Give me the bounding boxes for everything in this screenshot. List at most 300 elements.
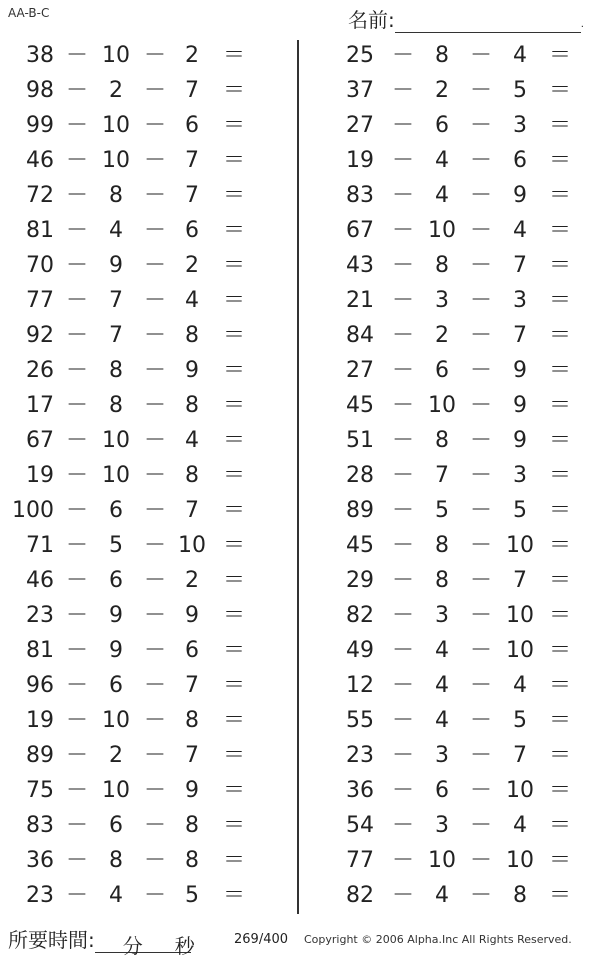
second-number: 6 — [435, 113, 449, 138]
third-number: 7 — [513, 568, 527, 593]
problem-row — [0, 878, 280, 913]
first-number: 83 — [26, 813, 54, 838]
equals-sign: ＝ — [548, 393, 571, 418]
third-number: 10 — [506, 638, 534, 663]
minus-sign: － — [144, 568, 167, 593]
third-number: 2 — [185, 568, 199, 593]
third-number: 9 — [513, 428, 527, 453]
problem-row — [0, 388, 280, 423]
problem-row — [318, 563, 598, 598]
third-number: 9 — [513, 358, 527, 383]
first-number: 81 — [26, 638, 54, 663]
second-number: 8 — [435, 568, 449, 593]
third-number: 2 — [185, 43, 199, 68]
third-number: 6 — [185, 218, 199, 243]
minus-sign: － — [66, 883, 89, 908]
minus-sign: － — [144, 43, 167, 68]
first-number: 51 — [346, 428, 374, 453]
equals-sign: ＝ — [222, 463, 245, 488]
minus-sign: － — [144, 288, 167, 313]
third-number: 8 — [185, 813, 199, 838]
minus-sign: － — [144, 78, 167, 103]
second-number: 2 — [109, 743, 123, 768]
second-number: 10 — [102, 428, 130, 453]
problem-row — [0, 73, 280, 108]
first-number: 19 — [26, 708, 54, 733]
first-number: 12 — [346, 673, 374, 698]
minus-sign: － — [470, 113, 493, 138]
minus-sign: － — [144, 113, 167, 138]
second-number: 6 — [435, 778, 449, 803]
minus-sign: － — [470, 638, 493, 663]
third-number: 4 — [513, 218, 527, 243]
first-number: 67 — [26, 428, 54, 453]
equals-sign: ＝ — [548, 218, 571, 243]
problem-row — [0, 493, 280, 528]
minus-sign: － — [392, 428, 415, 453]
first-number: 98 — [26, 78, 54, 103]
equals-sign: ＝ — [222, 323, 245, 348]
second-number: 8 — [109, 848, 123, 873]
minus-sign: － — [144, 148, 167, 173]
equals-sign: ＝ — [222, 638, 245, 663]
equals-sign: ＝ — [548, 848, 571, 873]
second-number: 6 — [109, 673, 123, 698]
minus-sign: － — [470, 673, 493, 698]
equals-sign: ＝ — [548, 743, 571, 768]
second-number: 6 — [109, 813, 123, 838]
minus-sign: － — [392, 253, 415, 278]
minus-sign: － — [66, 603, 89, 628]
minus-sign: － — [66, 43, 89, 68]
first-number: 89 — [346, 498, 374, 523]
first-number: 46 — [26, 568, 54, 593]
second-number: 10 — [428, 848, 456, 873]
minus-sign: － — [470, 43, 493, 68]
third-number: 6 — [513, 148, 527, 173]
third-number: 7 — [185, 743, 199, 768]
minus-sign: － — [66, 428, 89, 453]
third-number: 5 — [185, 883, 199, 908]
minus-sign: － — [470, 743, 493, 768]
second-number: 4 — [435, 673, 449, 698]
problem-row — [0, 738, 280, 773]
minus-sign: － — [470, 323, 493, 348]
problem-row — [0, 563, 280, 598]
minus-sign: － — [470, 428, 493, 453]
equals-sign: ＝ — [222, 183, 245, 208]
minus-sign: － — [66, 498, 89, 523]
problem-row — [318, 388, 598, 423]
second-number: 9 — [109, 638, 123, 663]
first-number: 70 — [26, 253, 54, 278]
second-number: 10 — [102, 148, 130, 173]
equals-sign: ＝ — [222, 883, 245, 908]
second-number: 3 — [435, 743, 449, 768]
minus-sign: － — [470, 708, 493, 733]
equals-sign: ＝ — [222, 498, 245, 523]
minus-sign: － — [144, 183, 167, 208]
minus-sign: － — [66, 113, 89, 138]
second-number: 4 — [109, 883, 123, 908]
second-number: 3 — [435, 813, 449, 838]
second-number: 10 — [102, 113, 130, 138]
problem-row — [0, 773, 280, 808]
problem-row — [0, 353, 280, 388]
minus-sign: － — [66, 288, 89, 313]
third-number: 10 — [178, 533, 206, 558]
first-number: 38 — [26, 43, 54, 68]
minus-sign: － — [392, 848, 415, 873]
minus-sign: － — [144, 393, 167, 418]
problem-row — [0, 528, 280, 563]
equals-sign: ＝ — [548, 253, 571, 278]
third-number: 7 — [185, 78, 199, 103]
third-number: 7 — [185, 183, 199, 208]
third-number: 5 — [513, 78, 527, 103]
equals-sign: ＝ — [548, 883, 571, 908]
problem-row — [0, 808, 280, 843]
minus-sign: － — [144, 463, 167, 488]
third-number: 10 — [506, 778, 534, 803]
problem-row — [318, 143, 598, 178]
first-number: 77 — [346, 848, 374, 873]
minus-sign: － — [66, 813, 89, 838]
first-number: 46 — [26, 148, 54, 173]
seconds-label: 秒 — [174, 934, 195, 958]
third-number: 7 — [185, 498, 199, 523]
first-number: 99 — [26, 113, 54, 138]
minus-sign: － — [66, 638, 89, 663]
minus-sign: － — [392, 43, 415, 68]
minus-sign: － — [144, 708, 167, 733]
first-number: 45 — [346, 533, 374, 558]
problem-row — [0, 213, 280, 248]
second-number: 9 — [109, 603, 123, 628]
minus-sign: － — [144, 218, 167, 243]
problem-row — [0, 38, 280, 73]
minus-sign: － — [66, 218, 89, 243]
minus-sign: － — [392, 498, 415, 523]
minus-sign: － — [470, 883, 493, 908]
minus-sign: － — [66, 78, 89, 103]
equals-sign: ＝ — [222, 813, 245, 838]
name-label: 名前: — [348, 8, 395, 32]
problem-row — [318, 178, 598, 213]
first-number: 27 — [346, 113, 374, 138]
second-number: 4 — [435, 183, 449, 208]
minus-sign: － — [144, 638, 167, 663]
second-number: 8 — [435, 428, 449, 453]
minus-sign: － — [144, 358, 167, 383]
minus-sign: － — [66, 778, 89, 803]
minus-sign: － — [392, 813, 415, 838]
second-number: 5 — [109, 533, 123, 558]
minus-sign: － — [144, 253, 167, 278]
first-number: 72 — [26, 183, 54, 208]
minus-sign: － — [66, 708, 89, 733]
problem-row — [318, 108, 598, 143]
problem-row — [318, 598, 598, 633]
minus-sign: － — [66, 253, 89, 278]
minus-sign: － — [392, 603, 415, 628]
equals-sign: ＝ — [222, 43, 245, 68]
minus-sign: － — [470, 778, 493, 803]
equals-sign: ＝ — [548, 113, 571, 138]
minus-sign: － — [470, 603, 493, 628]
second-number: 10 — [102, 463, 130, 488]
time-taken-field — [8, 924, 195, 958]
second-number: 5 — [435, 498, 449, 523]
second-number: 8 — [435, 533, 449, 558]
first-number: 100 — [12, 498, 54, 523]
minus-sign: － — [66, 323, 89, 348]
copyright-notice: Copyright © 2006 Alpha.Inc All Rights Reserved. — [304, 933, 572, 946]
first-number: 83 — [346, 183, 374, 208]
problem-row — [318, 633, 598, 668]
problem-row — [318, 213, 598, 248]
first-number: 21 — [346, 288, 374, 313]
first-number: 77 — [26, 288, 54, 313]
first-number: 82 — [346, 883, 374, 908]
minus-sign: － — [144, 603, 167, 628]
minus-sign: － — [470, 358, 493, 383]
equals-sign: ＝ — [548, 603, 571, 628]
equals-sign: ＝ — [548, 813, 571, 838]
problem-row — [0, 423, 280, 458]
problem-row — [318, 283, 598, 318]
first-number: 81 — [26, 218, 54, 243]
second-number: 7 — [109, 288, 123, 313]
equals-sign: ＝ — [548, 638, 571, 663]
second-number: 8 — [109, 358, 123, 383]
minus-sign: － — [392, 393, 415, 418]
third-number: 3 — [513, 288, 527, 313]
page-number: 269/400 — [234, 932, 289, 947]
minus-sign: － — [66, 568, 89, 593]
minus-sign: － — [470, 288, 493, 313]
minus-sign: － — [392, 463, 415, 488]
equals-sign: ＝ — [548, 428, 571, 453]
first-number: 54 — [346, 813, 374, 838]
second-number: 10 — [428, 218, 456, 243]
second-number: 8 — [435, 43, 449, 68]
second-number: 4 — [435, 148, 449, 173]
problem-row — [0, 283, 280, 318]
minus-sign: － — [392, 743, 415, 768]
minus-sign: － — [470, 148, 493, 173]
minus-sign: － — [392, 358, 415, 383]
third-number: 7 — [513, 323, 527, 348]
first-number: 89 — [26, 743, 54, 768]
problem-row — [0, 633, 280, 668]
first-number: 26 — [26, 358, 54, 383]
problem-row — [318, 423, 598, 458]
first-number: 23 — [346, 743, 374, 768]
minus-sign: － — [144, 533, 167, 558]
third-number: 9 — [185, 358, 199, 383]
third-number: 8 — [185, 323, 199, 348]
third-number: 8 — [185, 708, 199, 733]
third-number: 8 — [185, 848, 199, 873]
third-number: 7 — [185, 673, 199, 698]
problem-row — [0, 598, 280, 633]
minus-sign: － — [470, 183, 493, 208]
first-number: 28 — [346, 463, 374, 488]
minus-sign: － — [392, 288, 415, 313]
problem-row — [0, 843, 280, 878]
problem-row — [0, 143, 280, 178]
problem-row — [0, 248, 280, 283]
equals-sign: ＝ — [548, 183, 571, 208]
first-number: 71 — [26, 533, 54, 558]
third-number: 9 — [513, 183, 527, 208]
third-number: 9 — [185, 603, 199, 628]
minus-sign: － — [392, 323, 415, 348]
minus-sign: － — [392, 148, 415, 173]
equals-sign: ＝ — [222, 708, 245, 733]
minus-sign: － — [144, 883, 167, 908]
third-number: 7 — [185, 148, 199, 173]
problem-row — [318, 843, 598, 878]
minus-sign: － — [470, 848, 493, 873]
third-number: 4 — [513, 813, 527, 838]
second-number: 4 — [435, 638, 449, 663]
second-number: 4 — [435, 708, 449, 733]
first-number: 49 — [346, 638, 374, 663]
minus-sign: － — [392, 218, 415, 243]
equals-sign: ＝ — [548, 78, 571, 103]
minus-sign: － — [66, 148, 89, 173]
minus-sign: － — [470, 463, 493, 488]
first-number: 43 — [346, 253, 374, 278]
minus-sign: － — [392, 883, 415, 908]
equals-sign: ＝ — [222, 428, 245, 453]
first-number: 67 — [346, 218, 374, 243]
problem-row — [0, 108, 280, 143]
equals-sign: ＝ — [222, 603, 245, 628]
first-number: 25 — [346, 43, 374, 68]
problem-row — [0, 703, 280, 738]
first-number: 82 — [346, 603, 374, 628]
third-number: 4 — [185, 428, 199, 453]
problem-row — [0, 318, 280, 353]
first-number: 45 — [346, 393, 374, 418]
third-number: 2 — [185, 253, 199, 278]
third-number: 7 — [513, 743, 527, 768]
minus-sign: － — [392, 113, 415, 138]
third-number: 3 — [513, 463, 527, 488]
equals-sign: ＝ — [548, 673, 571, 698]
equals-sign: ＝ — [548, 148, 571, 173]
third-number: 4 — [185, 288, 199, 313]
minus-sign: － — [144, 498, 167, 523]
second-number: 8 — [109, 393, 123, 418]
third-number: 4 — [513, 673, 527, 698]
problem-row — [318, 318, 598, 353]
problem-row — [318, 353, 598, 388]
column-divider — [297, 40, 299, 914]
problem-row — [318, 668, 598, 703]
name-field — [348, 4, 584, 33]
equals-sign: ＝ — [222, 113, 245, 138]
third-number: 7 — [513, 253, 527, 278]
minus-sign: － — [66, 393, 89, 418]
minus-sign: － — [470, 568, 493, 593]
problem-row — [318, 493, 598, 528]
second-number: 10 — [102, 778, 130, 803]
second-number: 2 — [435, 78, 449, 103]
second-number: 2 — [109, 78, 123, 103]
minus-sign: － — [470, 533, 493, 558]
equals-sign: ＝ — [222, 778, 245, 803]
second-number: 4 — [435, 883, 449, 908]
second-number: 3 — [435, 288, 449, 313]
third-number: 8 — [185, 463, 199, 488]
problem-row — [318, 878, 598, 913]
worksheet-code: AA-B-C — [8, 6, 50, 20]
minus-sign: － — [144, 673, 167, 698]
first-number: 27 — [346, 358, 374, 383]
minus-sign: － — [392, 708, 415, 733]
third-number: 9 — [185, 778, 199, 803]
minus-sign: － — [144, 813, 167, 838]
first-number: 19 — [346, 148, 374, 173]
first-number: 19 — [26, 463, 54, 488]
minus-sign: － — [392, 778, 415, 803]
problem-row — [318, 248, 598, 283]
name-end-mark: . — [580, 19, 584, 30]
equals-sign: ＝ — [222, 743, 245, 768]
minus-sign: － — [66, 358, 89, 383]
first-number: 92 — [26, 323, 54, 348]
third-number: 4 — [513, 43, 527, 68]
equals-sign: ＝ — [548, 463, 571, 488]
equals-sign: ＝ — [222, 288, 245, 313]
equals-sign: ＝ — [222, 673, 245, 698]
first-number: 23 — [26, 603, 54, 628]
third-number: 6 — [185, 638, 199, 663]
third-number: 9 — [513, 393, 527, 418]
minus-sign: － — [470, 498, 493, 523]
second-number: 8 — [109, 183, 123, 208]
first-number: 55 — [346, 708, 374, 733]
problem-row — [318, 528, 598, 563]
minus-sign: － — [144, 323, 167, 348]
third-number: 10 — [506, 848, 534, 873]
minus-sign: － — [66, 463, 89, 488]
equals-sign: ＝ — [548, 778, 571, 803]
equals-sign: ＝ — [222, 148, 245, 173]
first-number: 17 — [26, 393, 54, 418]
problem-row — [0, 668, 280, 703]
time-blank-line — [95, 930, 195, 958]
third-number: 8 — [185, 393, 199, 418]
minus-sign: － — [470, 218, 493, 243]
minus-sign: － — [470, 393, 493, 418]
second-number: 4 — [109, 218, 123, 243]
second-number: 6 — [109, 568, 123, 593]
equals-sign: ＝ — [222, 253, 245, 278]
equals-sign: ＝ — [222, 568, 245, 593]
third-number: 8 — [513, 883, 527, 908]
minus-sign: － — [470, 78, 493, 103]
second-number: 9 — [109, 253, 123, 278]
third-number: 5 — [513, 708, 527, 733]
minus-sign: － — [470, 813, 493, 838]
minus-sign: － — [392, 183, 415, 208]
second-number: 10 — [428, 393, 456, 418]
